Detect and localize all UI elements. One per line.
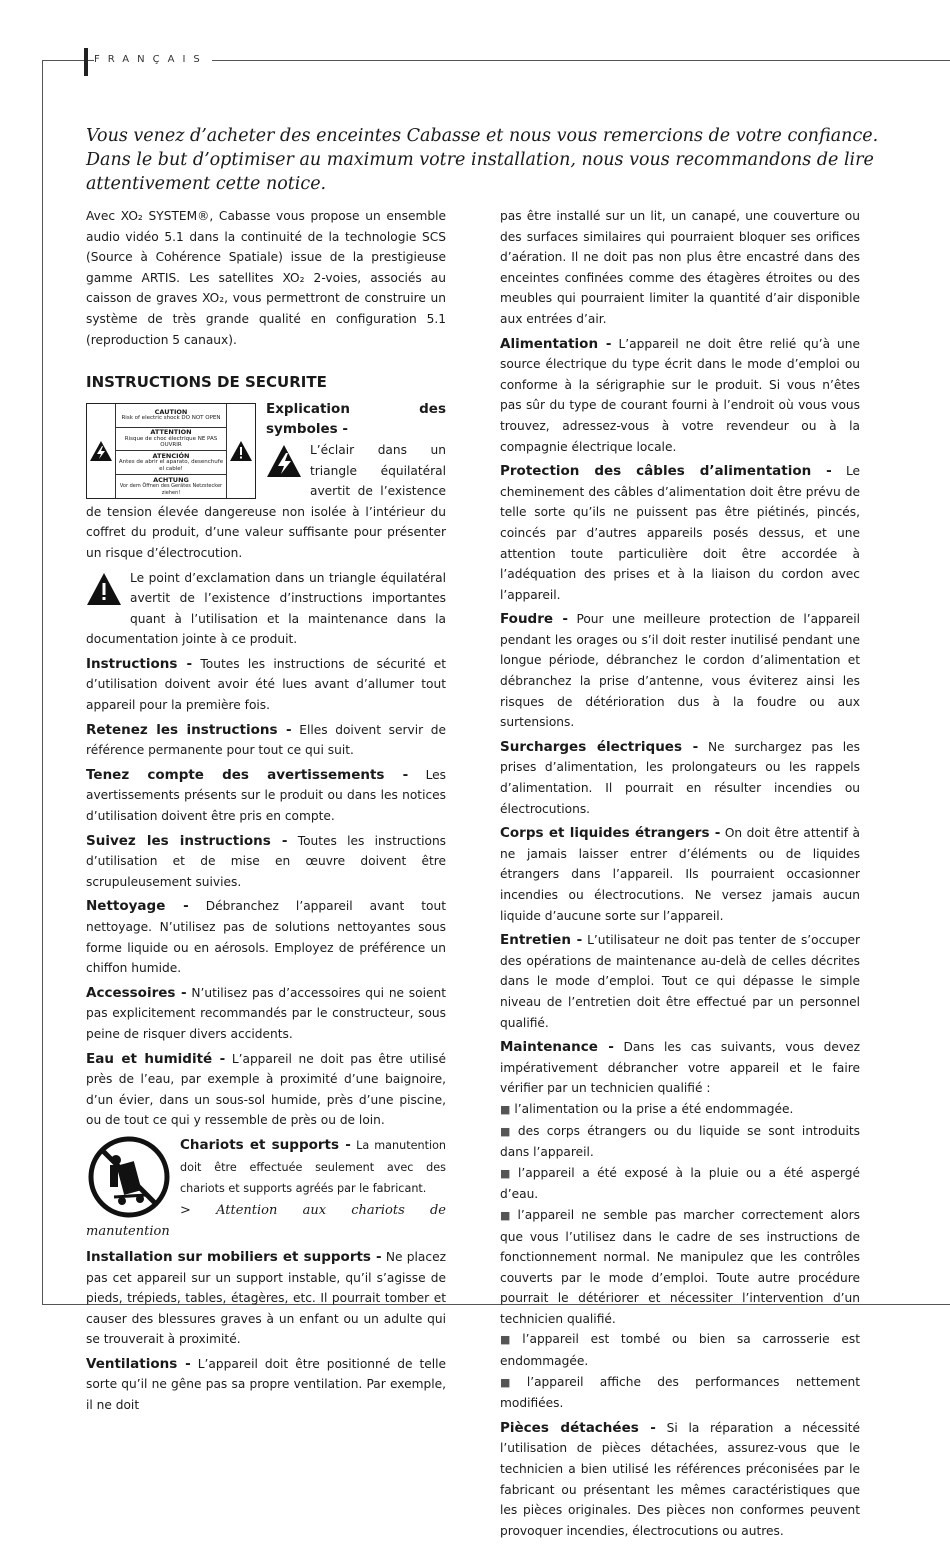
accessories-text: N’utilisez pas d’accessoires qui ne soient pas explicitement recommandés par le constructeur, sous peine de risquer divers accidents. [86, 985, 447, 1041]
exclamation-triangle-icon [86, 572, 122, 613]
instructions-text: Toutes les instructions de sécurité et d’utilisation doivent avoir été lues avant d’allumer tout appareil pour la première fois. [86, 656, 446, 713]
warnings-text: Les avertissements présents sur le produit ou dans les notices d’utilisation doivent être pris en compte. [86, 767, 446, 824]
page-frame-left [42, 60, 43, 1304]
symbols-heading: Explication des symboles - [266, 400, 446, 438]
carts-heading: Chariots et supports - [180, 1136, 351, 1153]
furniture-text: Ne placez pas cet appareil sur un support instable, qu’il s’agisse de pieds, trépieds, tables, étagères, etc. Il pourrait tomber et causer des blessures graves à un enfant ou un adulte qui se trouverait à proximité. [86, 1249, 446, 1347]
power-heading: Alimentation - [500, 335, 612, 352]
bullet-item: ■ des corps étrangers ou du liquide se sont introduits dans l’appareil. [500, 1123, 860, 1160]
accessories-heading: Accessoires - [86, 984, 187, 1001]
ventilation-heading: Ventilations - [86, 1355, 191, 1372]
maintenance-heading: Maintenance - [500, 1039, 614, 1056]
language-marker [84, 48, 88, 76]
retain-text: Elles doivent servir de référence permanente pour tout ce qui suit. [86, 722, 447, 758]
atencion-text: Antes de abrir el aparato, desenchufe el cable! [118, 459, 224, 472]
attention-text: Risque de choc électrique NE PAS OUVRIR [124, 435, 218, 449]
power-text: L’appareil ne doit être relié qu’à une source électrique du type écrit dans le mode d’emploi ou conforme à la sérigraphie sur le produit. Si vous n’êtes pas sûr du type de courant fourni à l’endroit où vous vous trouvez, adressez-vous à votre revendeur ou à la compagnie électrique locale. [500, 336, 860, 454]
achtung-text: Vor dem Öffnen des Gerätes Netzstecker ziehen! [119, 483, 223, 496]
parts-text: Si la réparation a nécessité l’utilisation de pièces détachées, assurez-vous que le technicien a bien utilisé les références préconisées par le fabricant ou présentant les mêmes caractéristiques que les pièces originales. Des pièces non conformes peuvent provoquer incendies, électrocutions ou autres. [500, 1420, 860, 1538]
attention-heading: ATTENTION [150, 428, 192, 437]
lightning-text: Pour une meilleure protection de l’appareil pendant les orages ou s’il doit rester inutilisé pendant une longue période, débranchez le cordon d’alimentation et débranchez la prise d’antenne, vous éviterez ainsi les risques de détérioration dus à la foudre ou aux surtensions. [500, 612, 861, 730]
water-text: L’appareil ne doit pas être utilisé près de l’eau, par exemple à proximité d’une baignoire, d’un évier, dans un sous-sol humide, près d’une piscine, ou de tout ce qui y ressemble de près ou de loin. [86, 1051, 446, 1128]
lightning-heading: Foudre - [500, 611, 568, 628]
overload-text: Ne surchargez pas les prises d’alimentation, les prolongateurs ou les rappels d’alimentation. Il pourrait en résulter incendies ou électrocutions. [500, 739, 860, 816]
bullet-item: ■ l’appareil ne semble pas marcher correctement alors que vous l’utilisez dans le cadre de ses instructions de fonctionnement normal. Ne manipulez que les contrôles couverts par le mode d’emploi. Toute autre procédure pourrait le détériorer et nécessiter l’intervention d’un technicien qualifié. [500, 1207, 860, 1326]
carts-attention: > Attention aux chariots de manutention [86, 1202, 446, 1240]
furniture-heading: Installation sur mobiliers et supports - [86, 1248, 382, 1265]
cable-protection-heading: Protection des câbles d’alimentation - [500, 463, 832, 480]
caution-text: Risk of electric shock DO NOT OPEN [121, 415, 221, 422]
lightning-warning-icon [87, 404, 115, 498]
bullet-square-icon: ■ [500, 1166, 515, 1180]
instructions-heading: Instructions - [86, 655, 193, 672]
atencion-heading: ATENCIÓN [152, 451, 190, 460]
foreign-objects-heading: Corps et liquides étrangers - [500, 825, 721, 842]
intro-paragraph: Avec XO₂ SYSTEM®, Cabasse vous propose un ensemble audio vidéo 5.1 dans la continuité de la technologie SCS (Source à Cohérence Spatiale) issue de la prestigieuse gamme ARTIS. Les satellites XO₂ 2-voies, associés au caisson de graves XO₂, vous permettront de construire un système de très grande qualité en configuration 5.1 (reproduction 5 canaux). [86, 209, 446, 347]
bullet-item: ■ l’appareil a été exposé à la pluie ou a été aspergé d’eau. [500, 1165, 860, 1202]
bullet-square-icon: ■ [500, 1333, 519, 1347]
overload-heading: Surcharges électriques - [500, 738, 699, 755]
upkeep-heading: Entretien - [500, 932, 583, 949]
water-heading: Eau et humidité - [86, 1050, 226, 1067]
lightning-triangle-icon [266, 444, 302, 485]
language-label: FRANÇAIS [94, 54, 212, 65]
achtung-heading: ACHTUNG [153, 475, 189, 484]
maintenance-text: Dans les cas suivants, vous devez impérativement débrancher votre appareil et le faire vérifier par un technicien qualifié : [500, 1040, 860, 1096]
bullet-square-icon: ■ [500, 1124, 514, 1138]
cleaning-heading: Nettoyage - [86, 898, 189, 915]
upkeep-text: L’utilisateur ne doit pas tenter de s’occuper des opérations de maintenance au-delà de celles décrites dans le mode d’emploi. Tout ce qui dépasse le simple niveau de l’entretien doit être effectué par un personnel qualifié. [500, 933, 860, 1030]
retain-heading: Retenez les instructions - [86, 721, 292, 738]
follow-heading: Suivez les instructions - [86, 832, 288, 849]
cable-protection-text: Le cheminement des câbles d’alimentation doit être prévu de telle sorte qu’ils ne puissent pas être piétinés, pincés, coincés par d’autres appareils posés dessus, et une attention toute particulière doit être accordée à l’adéquation des prises et à la liaison du cordon avec l’appareil. [500, 464, 861, 602]
safety-title: INSTRUCTIONS DE SECURITE [86, 373, 327, 392]
symbols-text: L’éclair dans un triangle équilatéral avertit de l’existence de tension élevée dangereuse non isolée à l’intérieur du coffret du produit, d’une valeur suffisante pour présenter un risque d’électrocution. [86, 442, 446, 560]
bullet-square-icon: ■ [500, 1102, 511, 1116]
parts-heading: Pièces détachées - [500, 1419, 656, 1436]
carts-text: La manutention doit être effectuée seulement avec des chariots et supports agréés par le fabricant. [180, 1138, 447, 1196]
bullet-item: ■ l’alimentation ou la prise a été endommagée. [500, 1101, 794, 1116]
bullet-item: ■ l’appareil affiche des performances nettement modifiées. [500, 1374, 860, 1411]
bullet-square-icon: ■ [500, 1208, 514, 1222]
follow-text: Toutes les instructions d’utilisation et de mise en œuvre doivent être scrupuleusement suivies. [86, 833, 447, 889]
caution-label [86, 403, 256, 499]
left-column [86, 206, 446, 1420]
exclamation-text: Le point d’exclamation dans un triangle équilatéral avertit de l’existence d’instructions importantes quant à l’utilisation et la maintenance dans la documentation jointe à ce produit. [86, 570, 446, 647]
ventilation-text: L’appareil doit être positionné de telle sorte qu’il ne gêne pas sa propre ventilation. Par exemple, il ne doit [86, 1356, 447, 1413]
intro-text: Vous venez d’acheter des enceintes Cabasse et nous vous remercions de votre confiance. Dans le but d’optimiser au maximum votre installation, nous vous recommandons de lire attentivement cette notice. [86, 126, 879, 194]
bullet-item: ■ l’appareil est tombé ou bien sa carrosserie est endommagée. [500, 1332, 860, 1369]
bullet-square-icon: ■ [500, 1375, 523, 1389]
caution-heading: CAUTION [154, 407, 188, 416]
cleaning-text: Débranchez l’appareil avant tout nettoyage. N’utilisez pas de solutions nettoyantes sous forme liquide ou en aérosols. Employez de préférence un chiffon humide. [86, 899, 447, 976]
warnings-heading: Tenez compte des avertissements - [86, 766, 409, 783]
exclamation-warning-icon [227, 404, 255, 498]
foreign-objects-text: On doit être attentif à ne jamais laisser entrer d’éléments ou de liquides étrangers dans l’appareil. Ils pourraient occasionner incendies ou électrocutions. Ne versez jamais aucun liquide d’aucune sorte sur l’appareil. [500, 826, 860, 923]
ventilation-continuation: pas être installé sur un lit, un canapé, une couverture ou des surfaces similaires qui pourraient bloquer ses orifices d’aération. Il ne doit pas non plus être encastré dans des enceintes confinées comme des étagères étroites ou des meubles qui pourraient limiter la quantité d’air disponible aux entrées d’air. [500, 209, 860, 326]
cart-warning-icon [86, 1135, 172, 1219]
right-column [500, 206, 860, 1545]
